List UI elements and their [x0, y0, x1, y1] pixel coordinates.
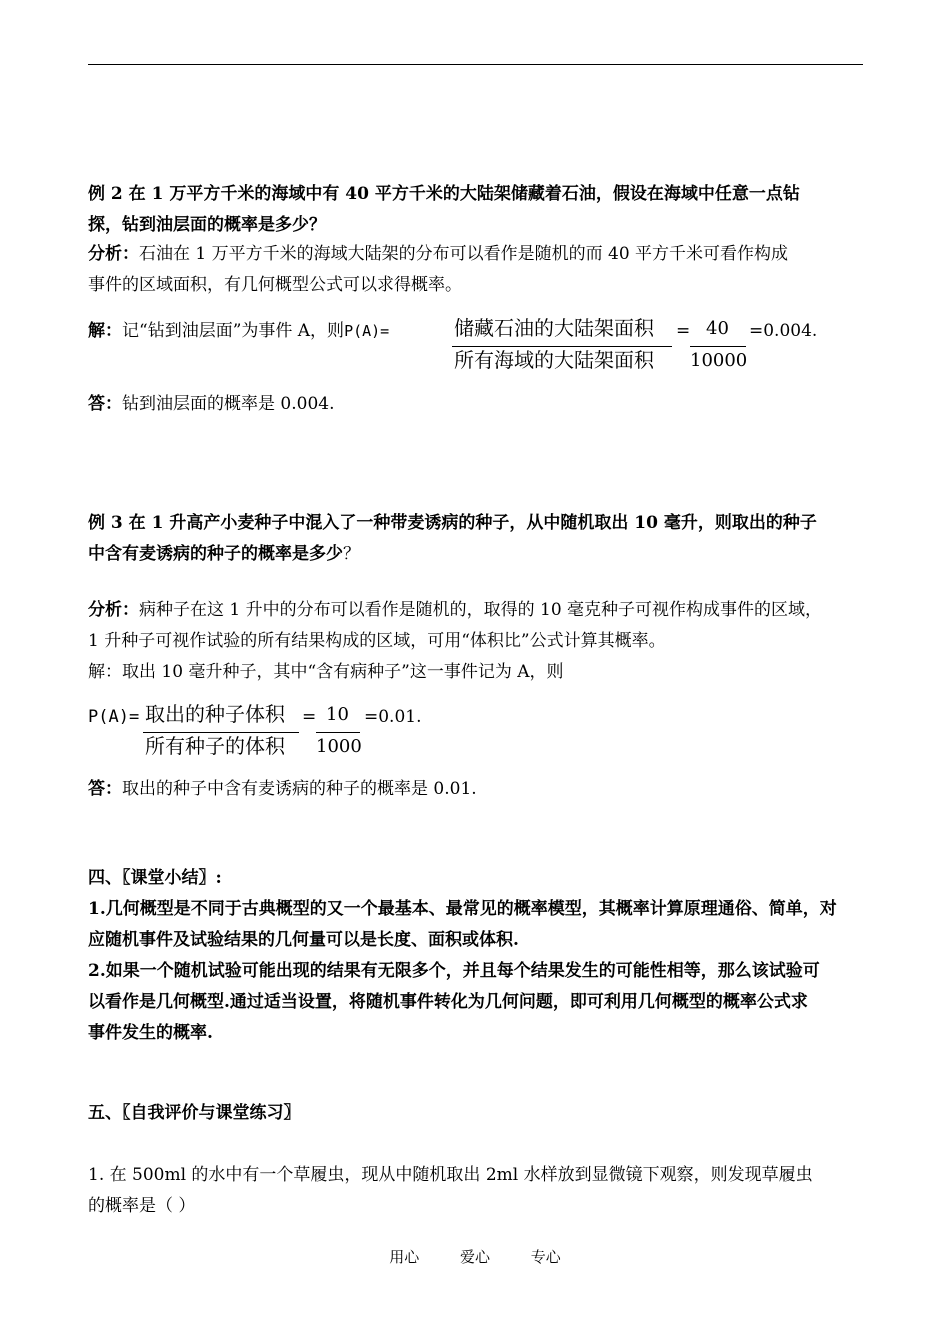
example-2-area-fraction — [452, 314, 672, 374]
example-2-number-fraction — [690, 314, 746, 374]
fraction-denominator: 所有种子的体积 — [145, 734, 285, 758]
result-value: =0.004. — [749, 321, 818, 341]
analysis-label: 分析： — [88, 244, 139, 264]
footer-item: 用心 — [389, 1248, 420, 1266]
question-1-line-2: 的概率是（ ） — [88, 1196, 196, 1216]
fraction-denominator: 10000 — [690, 350, 748, 371]
example-3-line-1: 例 3 在 1 升高产小麦种子中混入了一种带麦诱病的种子，从中随机取出 10 毫升，则取出的种子 — [88, 513, 817, 533]
example-2-line-2: 探，钻到油层面的概率是多少？ — [88, 215, 326, 235]
fraction-numerator: 40 — [706, 318, 729, 339]
answer-label: 答： — [88, 394, 122, 414]
fraction-denominator: 所有海域的大陆架面积 — [454, 348, 654, 372]
example-2-answer — [88, 389, 868, 420]
example-2-line-1: 例 2 在 1 万平方千米的海域中有 40 平方千米的大陆架储藏着石油，假设在海域中任意一点钻 — [88, 184, 800, 204]
page-footer — [0, 1246, 950, 1267]
analysis-text-2: 事件的区域面积，有几何概型公式可以求得概率。 — [88, 275, 462, 295]
example-2-title — [88, 179, 868, 241]
example-3-volume-fraction — [143, 700, 299, 760]
summary-section — [88, 863, 868, 1049]
practice-heading: 五、〖自我评价与课堂练习〗 — [88, 1103, 301, 1123]
fraction-numerator: 10 — [326, 704, 349, 725]
question-1-line-1: 1. 在 500ml 的水中有一个草履虫，现从中随机取出 2ml 水样放到显微镜下观察，则发现草履虫 — [88, 1165, 813, 1185]
summary-point-2-line-1: 2.如果一个随机试验可能出现的结果有无限多个，并且每个结果发生的可能性相等，那么该试验可 — [88, 961, 820, 981]
fraction-numerator: 取出的种子体积 — [145, 702, 285, 726]
solution-text: 记“钻到油层面”为事件 A，则 — [122, 321, 345, 341]
answer-text: 取出的种子中含有麦诱病的种子的概率是 0.01. — [122, 779, 477, 799]
summary-point-2-line-3: 事件发生的概率. — [88, 1023, 213, 1043]
solution-text: 解：取出 10 毫升种子，其中“含有病种子”这一事件记为 A，则 — [88, 662, 564, 682]
equals-sign: = — [302, 707, 317, 727]
summary-point-1-line-2: 应随机事件及试验结果的几何量可以是长度、面积或体积. — [88, 930, 519, 950]
practice-question-1 — [88, 1160, 868, 1222]
equals-sign: = — [676, 321, 691, 341]
example-3-answer — [88, 774, 868, 805]
analysis-text-1: 石油在 1 万平方千米的海域大陆架的分布可以看作是随机的而 40 平方千米可看作构成 — [139, 244, 789, 264]
probability-expression: P(A)= — [344, 322, 390, 340]
solution-label: 解： — [88, 321, 122, 341]
footer-item: 专心 — [530, 1248, 561, 1266]
example-2-solution — [88, 319, 389, 343]
example-3-title — [88, 508, 868, 570]
fraction-denominator: 1000 — [316, 736, 362, 757]
analysis-text-1: 病种子在这 1 升中的分布可以看作是随机的，取得的 10 毫克种子可视作构成事件的区域， — [139, 600, 823, 620]
summary-point-2-line-2: 以看作是几何概型.通过适当设置，将随机事件转化为几何问题，即可利用几何概型的概率公式求 — [88, 992, 808, 1012]
example-3-line-2: 中含有麦诱病的种子的概率是多少 — [88, 544, 343, 564]
footer-item: 爱心 — [459, 1248, 490, 1266]
question-mark: ？ — [343, 544, 360, 564]
header-rule — [88, 64, 863, 65]
result-value: =0.01. — [364, 707, 422, 727]
fraction-numerator: 储藏石油的大陆架面积 — [454, 316, 654, 340]
example-3-number-fraction — [316, 700, 360, 760]
probability-expression: P(A)= — [88, 707, 140, 727]
answer-text: 钻到油层面的概率是 0.004. — [122, 394, 335, 414]
example-2-analysis — [88, 239, 868, 301]
analysis-text-2: 1 升种子可视作试验的所有结果构成的区域，可用“体积比”公式计算其概率。 — [88, 631, 666, 651]
example-3-analysis — [88, 595, 868, 688]
answer-label: 答： — [88, 779, 122, 799]
summary-heading: 四、〖课堂小结〗: — [88, 868, 222, 888]
summary-point-1-line-1: 1.几何概型是不同于古典概型的又一个最基本、最常见的概率模型，其概率计算原理通俗、简单，对 — [88, 899, 837, 919]
analysis-label: 分析： — [88, 600, 139, 620]
